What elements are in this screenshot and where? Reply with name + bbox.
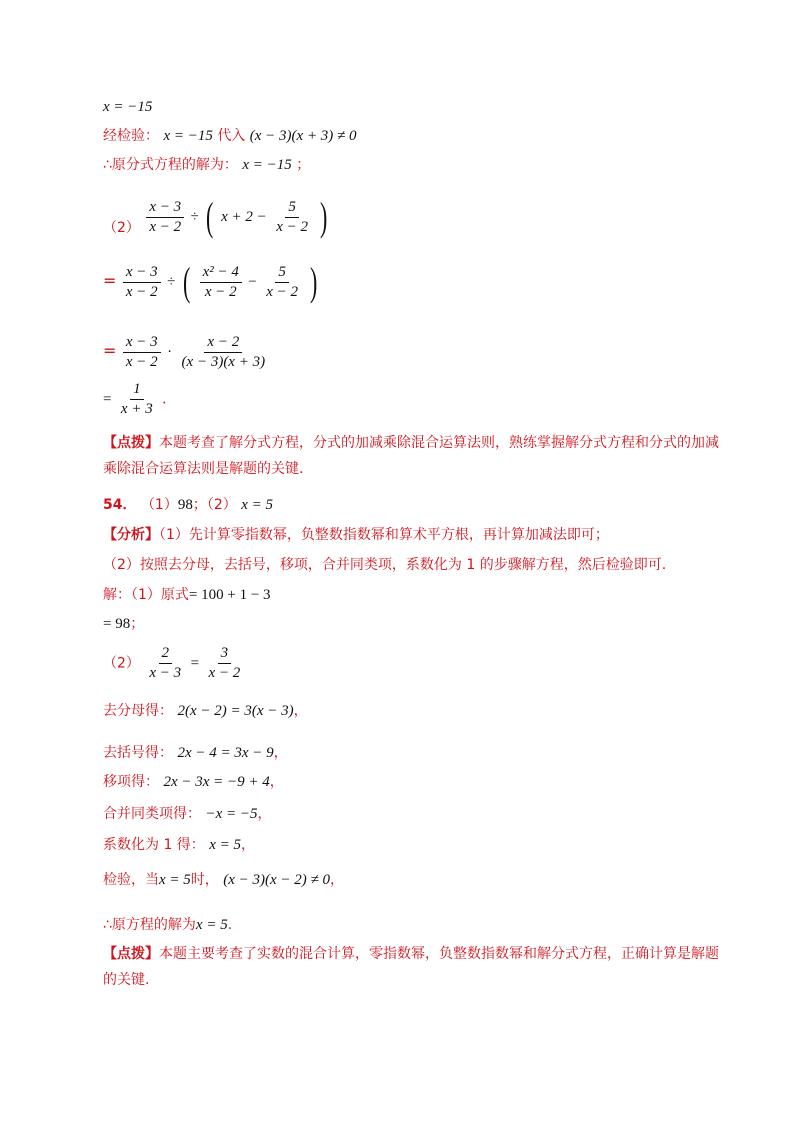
step-remove-denominator (103, 701, 308, 721)
check-math-1: x = 5 (159, 872, 191, 888)
step-label: 合并同类项得： (103, 806, 201, 822)
fraction: $\frac{5}{x - 2}$ (276, 198, 308, 235)
fraction: $\frac{x - 3}{x - 2}$ (123, 264, 161, 301)
expr-line-1 (103, 188, 331, 246)
step-label: 去括号得： (103, 745, 173, 761)
check-math-1: x = −15 (163, 128, 213, 144)
step-math: −x = −5 (205, 806, 258, 822)
expr-line-3 (103, 333, 270, 371)
solution-label: 解：（1）原式 (103, 587, 189, 603)
equals-sign: = (103, 341, 117, 360)
fraction: $\frac{x - 2}{(x - 3)(x + 3)}$ (181, 333, 266, 370)
conclusion-label: ∴原分式方程的解为： (103, 157, 238, 173)
period: ． (162, 391, 177, 408)
step-label: 去分母得： (103, 703, 173, 719)
equation-line (103, 645, 245, 682)
line-conclusion (103, 155, 310, 175)
part2-label: （2） (103, 220, 140, 236)
conclusion-end: ； (296, 157, 311, 173)
step-verify (103, 870, 344, 890)
fraction: $\frac{x - 3}{x - 2}$ (123, 334, 161, 371)
step-math: 2(x − 2) = 3(x − 3) (177, 703, 294, 719)
final-math: x = 5 (195, 917, 228, 933)
check-math-2: (x − 3)(x + 3) ≠ 0 (249, 128, 357, 144)
semicolon: ； (130, 616, 145, 632)
question-number: 54． (103, 497, 137, 513)
solution-line-1 (103, 585, 271, 605)
step-end: ， (273, 745, 288, 761)
dianbo-tag: 【点拨】 (103, 946, 159, 962)
analysis-tag: 【分析】 (103, 527, 159, 543)
paren-right: ) (320, 194, 328, 239)
line-check (103, 126, 357, 146)
check-end: ， (330, 872, 345, 888)
analysis-line-1 (103, 525, 609, 545)
dianbo-text: 本题考查了解分式方程，分式的加减乘除混合运算法则，熟练掌握解分式方程和分式的加减乘除混合运算法则是解题的关键. (103, 435, 719, 477)
check-label: 检验，当 (103, 872, 159, 888)
answer-1: 98 (177, 497, 193, 513)
analysis-text-1: （1）先计算零指数幂，负整数指数幂和算术平方根，再计算加减法即可； (159, 527, 609, 543)
fraction: $\frac{5}{x - 2}$ (266, 263, 298, 300)
check-label: 经检验： (103, 128, 159, 144)
check-math-2: (x − 3)(x − 2) ≠ 0 (223, 872, 331, 888)
paren-left: ( (182, 259, 191, 304)
step-combine (103, 804, 271, 824)
step-transpose (103, 772, 284, 792)
step-end: ， (269, 774, 284, 790)
dianbo-text: 本题主要考查了实数的混合计算，零指数幂，负整数指数幂和解分式方程，正确计算是解题的关键. (103, 946, 719, 988)
step-remove-brackets (103, 743, 288, 763)
line-x-equals-neg15 (103, 97, 152, 117)
check-mid: 时， (190, 872, 219, 888)
part-1-label: （1） (140, 497, 178, 513)
math-x-eq: x = −15 (103, 99, 153, 115)
solution-result: = 98 (103, 616, 131, 632)
divide-sign: ÷ (190, 209, 199, 225)
step-label: 移项得： (103, 774, 159, 790)
solution-math: = 100 + 1 − 3 (188, 587, 271, 603)
step-coefficient (103, 835, 255, 855)
fraction: $\frac{3}{x - 2}$ (208, 645, 241, 681)
step-end: ， (293, 703, 308, 719)
part2-label: （2） (103, 655, 140, 672)
question-54-answer (103, 495, 273, 515)
step-math: 2x − 3x = −9 + 4 (163, 774, 270, 790)
step-math: 2x − 4 = 3x − 9 (177, 745, 274, 761)
divide-sign: ÷ (167, 274, 176, 290)
step-end: ， (241, 837, 256, 853)
dianbo-tag: 【点拨】 (103, 435, 159, 451)
conclusion-math: x = −15 (242, 157, 292, 173)
paren-left: ( (206, 194, 214, 239)
fraction: $\frac{1}{x + 3}$ (120, 381, 153, 417)
step-math: x = 5 (209, 837, 242, 853)
dianbo-paragraph-2 (103, 941, 723, 993)
paren-right: ) (310, 259, 318, 304)
final-answer-line (103, 915, 232, 935)
dot-sign: · (167, 344, 173, 360)
equals-sign: = (103, 391, 112, 408)
expr-line-4 (103, 381, 176, 418)
expr-line-2 (103, 259, 321, 304)
separator: ；（2） (192, 497, 237, 513)
fraction: $\frac{2}{x - 3}$ (149, 645, 182, 681)
fraction: $\frac{\text{x² − 4}}{x - 2}$ (200, 264, 242, 301)
solution-line-2 (103, 614, 144, 634)
fraction: $\frac{x - 3}{x - 2}$ (146, 199, 184, 236)
final-end: . (227, 917, 233, 933)
final-label: ∴原方程的解为 (103, 917, 196, 933)
check-mid: 代入 (217, 128, 246, 144)
expr-term: x + 2 − (221, 209, 267, 225)
analysis-text-2: （2）按照去分母，去括号，移项，合并同类项，系数化为 1 的步骤解方程，然后检验即可. (103, 557, 667, 573)
analysis-line-2 (103, 555, 666, 575)
dianbo-paragraph-1 (103, 430, 723, 482)
equals-sign: = (190, 655, 200, 672)
equals-sign: = (103, 271, 117, 290)
step-end: ， (257, 806, 272, 822)
answer-2: x = 5 (241, 497, 274, 513)
step-label: 系数化为 1 得： (103, 837, 205, 853)
minus-sign: − (248, 274, 257, 290)
